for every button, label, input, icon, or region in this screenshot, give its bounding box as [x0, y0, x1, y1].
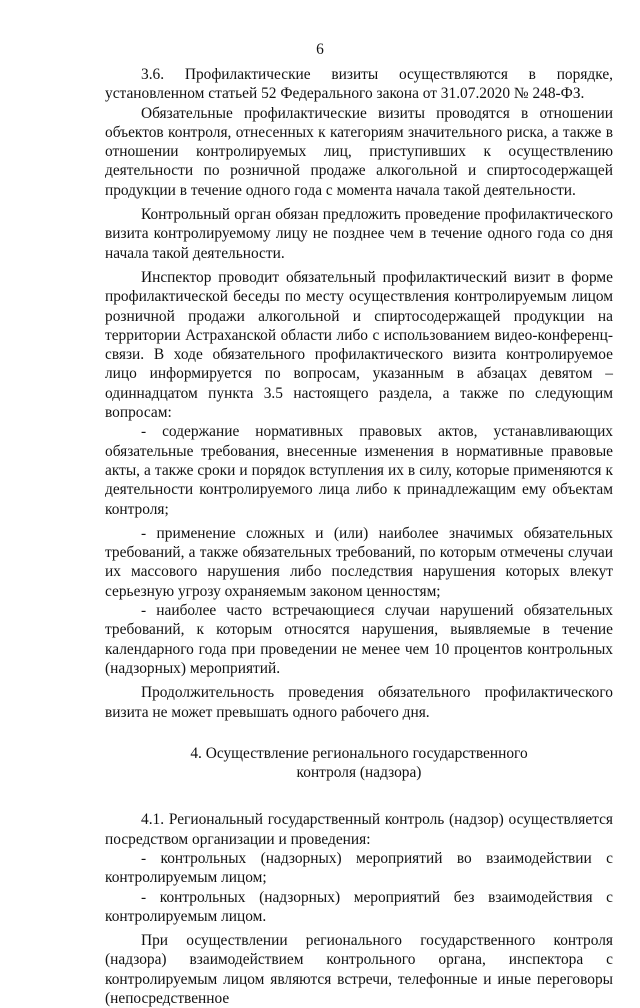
section-heading-line-1: 4. Осуществление регионального государственного — [190, 744, 528, 762]
document-body — [105, 65, 613, 1008]
paragraph-4-1: 4.1. Региональный государственный контроль (надзор) осуществляется посредством организации и проведения: — [105, 811, 613, 848]
paragraph-visit-duration: Продолжительность проведения обязательного профилактического визита не может превышать одного рабочего дня. — [105, 684, 613, 721]
section-heading — [105, 744, 613, 783]
list-item-frequent-violations: - наиболее часто встречающиеся случаи нарушений обязательных требований, к которым относятся нарушения, выявляемые в течение календарного года при проведении не менее чем 10 процентов контрольных (надзорных) мероприятий. — [105, 602, 613, 677]
list-item-complex-requirements: - применение сложных и (или) наиболее значимых обязательных требований, а также обязательных требований, по которым отмечены случаи их массового нарушения либо последствия нарушения которых влекут серьезную угрозу охраняемым законом ценностям; — [105, 524, 613, 600]
list-item-with-interaction: - контрольных (надзорных) мероприятий во взаимодействии с контролируемым лицом; — [105, 849, 613, 887]
paragraph-3-6: 3.6. Профилактические визиты осуществляются в порядке, установленном статьей 52 Федерального закона от 31.07.2020 № 248-ФЗ. — [105, 66, 613, 103]
paragraph-interaction-definition: При осуществлении регионального государственного контроля (надзора) взаимодействием контрольного органа, инспектора с контролируемым лицом являются встречи, телефонные и иные переговоры (непосредственное — [105, 932, 613, 1008]
section-heading-line-2: контроля (надзора) — [296, 764, 422, 782]
list-item-normative-acts: - содержание нормативных правовых актов, устанавливающих обязательные требования, внесенные изменения в нормативные правовые акты, а также сроки и порядок вступления их в силу, которые применяются к деятельности контролируемого лица либо к принадлежащим ему объектам контроля; — [105, 423, 613, 518]
paragraph-control-body-obligation: Контрольный орган обязан предложить проведение профилактического визита контролируемому лицу не позднее чем в течение одного года со дня начала такой деятельности. — [105, 206, 613, 262]
paragraph-inspector-visit: Инспектор проводит обязательный профилактический визит в форме профилактической беседы по месту осуществления контролируемым лицом розничной продажи алкогольной и спиртосодержащей продукции на территории Астраханской области либо с использованием видео-конференц-связи. В ходе обязательного профилактического визита контролируемое лицо информируется по вопросам, указанным в абзацах девятом – одиннадцатом пункта 3.5 настоящего раздела, а также по следующим вопросам: — [105, 268, 613, 422]
paragraph-mandatory-visits: Обязательные профилактические визиты проводятся в отношении объектов контроля, отнесенных к категориям значительного риска, а также в отношении контролируемых лиц, приступивших к осуществлению деятельности по розничной продаже алкогольной и спиртосодержащей продукции в течение одного года с момента начала такой деятельности. — [105, 104, 613, 199]
page-number: 6 — [316, 41, 324, 58]
list-item-without-interaction: - контрольных (надзорных) мероприятий без взаимодействия с контролируемым лицом. — [105, 888, 613, 925]
